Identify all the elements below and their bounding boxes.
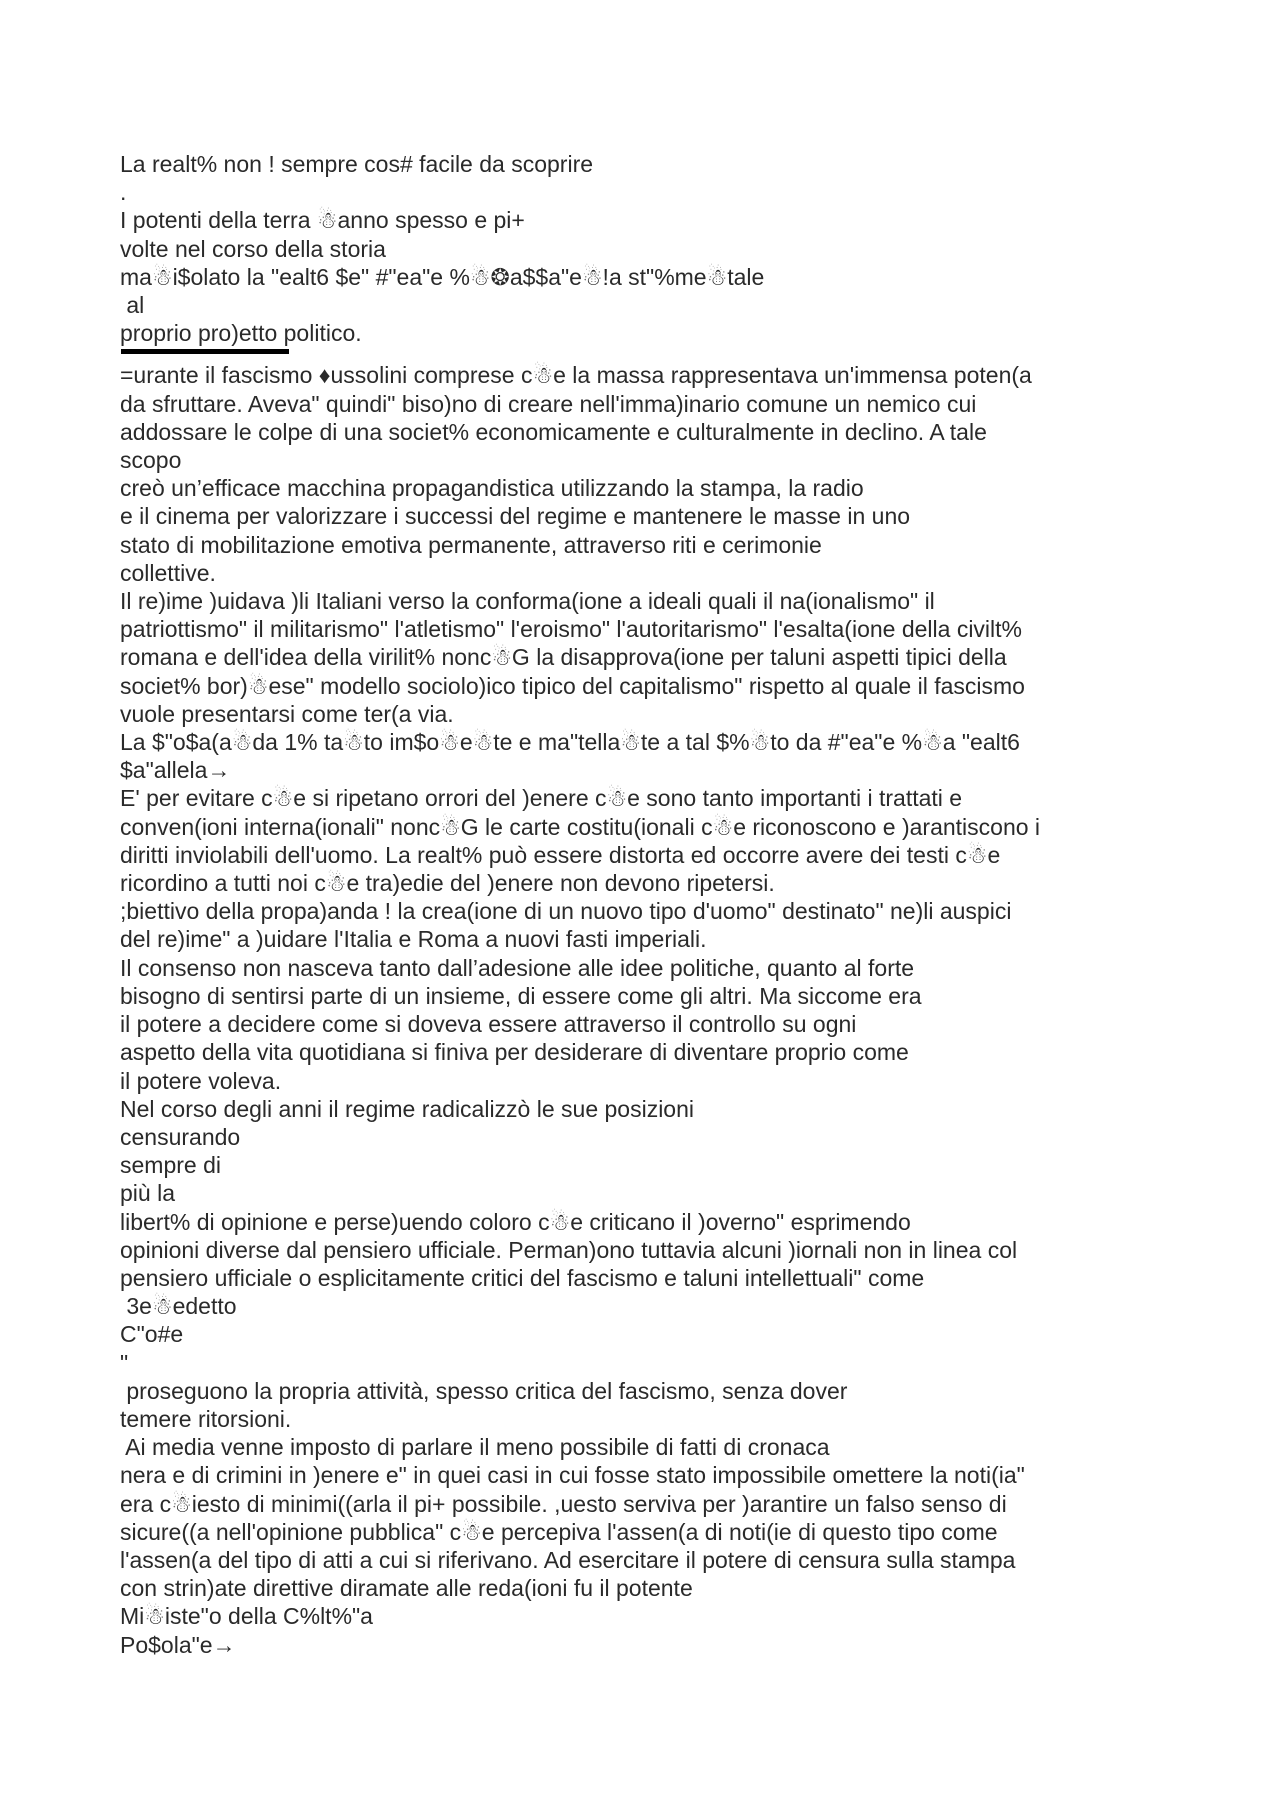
text-line: Mi☃iste"o della C%lt%"a: [120, 1603, 373, 1630]
text-line: era c☃iesto di minimi((arla il pi+ possibile. ,uesto serviva per )arantire un falso senso di: [120, 1490, 1007, 1517]
text-line: Nel corso degli anni il regime radicalizzò le sue posizioni: [120, 1095, 695, 1122]
text-line: ": [120, 1349, 129, 1376]
text-line: proprio pro)etto politico.: [120, 320, 362, 347]
text-line: al: [120, 292, 145, 319]
text-line: temere ritorsioni.: [120, 1405, 292, 1432]
text-line: Il re)ime )uidava )li Italiani verso la conforma(ione a ideali quali il na(ionalismo" il: [120, 588, 935, 615]
text-line: ;biettivo della propa)anda ! la crea(ione di un nuovo tipo d'uomo" destinato" ne)li auspici: [120, 898, 1012, 925]
text-line: C"o#e: [120, 1321, 184, 1348]
text-line: $a"allela→: [120, 757, 231, 784]
text-line: censurando: [120, 1123, 241, 1150]
text-line: romana e dell'idea della virilit% nonc☃G la disapprova(ione per taluni aspetti tipici della: [120, 644, 1007, 671]
text-line: ma☃i$olato la "ealt6 $e" #"ea"e %☃❂a$$a"e☃!a st"%me☃tale: [120, 263, 765, 290]
text-line: aspetto della vita quotidiana si finiva per desiderare di diventare proprio come: [120, 1039, 909, 1066]
text-line: bisogno di sentirsi parte di un insieme, di essere come gli altri. Ma siccome era: [120, 982, 922, 1009]
text-line: pensiero ufficiale o esplicitamente critici del fascismo e taluni intellettuali" come: [120, 1264, 925, 1291]
text-line: La realt% non ! sempre cos# facile da scoprire: [120, 151, 594, 177]
text-line: vuole presentarsi come ter(a via.: [120, 700, 454, 727]
text-line: del re)ime" a )uidare l'Italia e Roma a nuovi fasti imperiali.: [120, 926, 707, 953]
text-line: opinioni diverse dal pensiero ufficiale. Perman)ono tuttavia alcuni )iornali non in linea col: [120, 1236, 1018, 1263]
text-line: Ai media venne imposto di parlare il meno possibile di fatti di cronaca: [120, 1434, 830, 1461]
text-line: stato di mobilitazione emotiva permanente, attraverso riti e cerimonie: [120, 531, 822, 558]
text-line: La $"o$a(a☃da 1% ta☃to im$o☃e☃te e ma"tella☃te a tal $%☃to da #"ea"e %☃a "ealt6: [120, 729, 1020, 756]
text-line: il potere voleva.: [120, 1067, 282, 1094]
text-line: ricordino a tutti noi c☃e tra)edie del )enere non devono ripetersi.: [120, 870, 775, 897]
text-line: E' per evitare c☃e si ripetano orrori del )enere c☃e sono tanto importanti i trattati e: [120, 785, 963, 812]
text-line: sempre di: [120, 1152, 221, 1179]
text-line: 3e☃edetto: [120, 1293, 237, 1320]
text-line: il potere a decidere come si doveva essere attraverso il controllo su ogni: [120, 1011, 857, 1038]
text-line: I potenti della terra ☃anno spesso e pi+: [120, 207, 525, 234]
text-line: patriottismo" il militarismo" l'atletismo" l'eroismo" l'autoritarismo" l'esalta(ione della civilt%: [120, 616, 1022, 643]
document-text: [120, 150, 1180, 1659]
text-line: societ% bor)☃ese" modello sociolo)ico tipico del capitalismo" rispetto al quale il fascismo: [120, 672, 1025, 699]
text-line: Il consenso non nasceva tanto dall’adesione alle idee politiche, quanto al forte: [120, 954, 915, 981]
text-line: creò un’efficace macchina propagandistica utilizzando la stampa, la radio: [120, 475, 864, 502]
text-line: volte nel corso della storia: [120, 235, 386, 262]
text-line: e il cinema per valorizzare i successi del regime e mantenere le masse in uno: [120, 503, 911, 530]
text-line: nera e di crimini in )enere e" in quei casi in cui fosse stato impossibile omettere la noti(ia": [120, 1462, 1025, 1489]
text-line: addossare le colpe di una societ% economicamente e culturalmente in declino. A tale: [120, 418, 987, 445]
text-line: =urante il fascismo ♦ussolini comprese c☃e la massa rappresentava un'immensa poten(a: [120, 362, 1032, 389]
text-line: scopo: [120, 447, 182, 474]
text-line: conven(ioni interna(ionali" nonc☃G le carte costitu(ionali c☃e riconoscono e )arantiscono i: [120, 813, 1041, 840]
text-line: con strin)ate direttive diramate alle reda(ioni fu il potente: [120, 1575, 693, 1602]
text-line: .: [120, 179, 127, 206]
text-line: proseguono la propria attività, spesso critica del fascismo, senza dover: [120, 1377, 848, 1404]
text-line: libert% di opinione e perse)uendo coloro c☃e criticano il )overno" esprimendo: [120, 1208, 911, 1235]
text-line: collettive.: [120, 559, 216, 586]
text-line: più la: [120, 1180, 175, 1207]
text-line: diritti inviolabili dell'uomo. La realt% può essere distorta ed occorre avere dei testi c☃e: [120, 841, 1001, 868]
text-line: sicure((a nell'opinione pubblica" c☃e percepiva l'assen(a di noti(ie di questo tipo come: [120, 1518, 998, 1545]
text-line: l'assen(a del tipo di atti a cui si riferivano. Ad esercitare il potere di censura sulla stampa: [120, 1546, 1016, 1573]
underline-bar: [121, 349, 289, 354]
text-line: Po$ola"e→: [120, 1631, 236, 1658]
text-line: da sfruttare. Aveva" quindi" biso)no di creare nell'imma)inario comune un nemico cui: [120, 390, 977, 417]
